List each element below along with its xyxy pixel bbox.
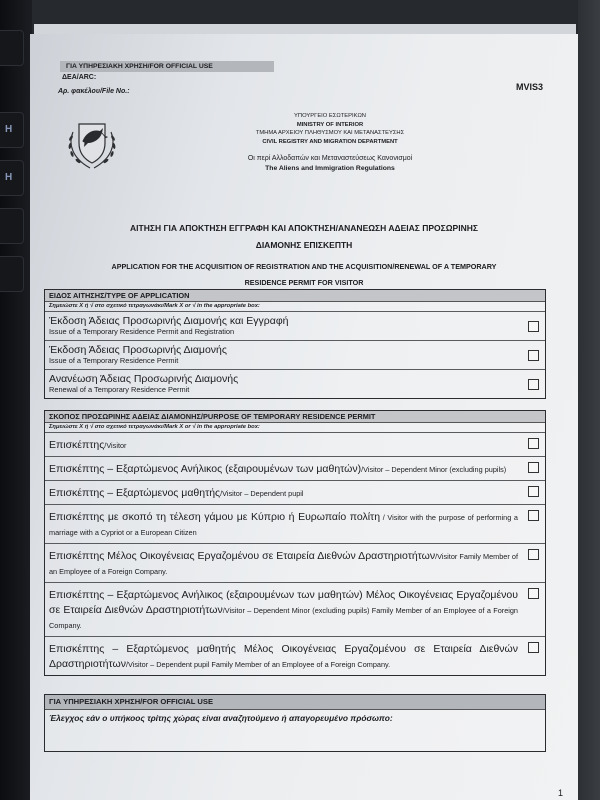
checkbox-dependent-pupil[interactable]	[528, 486, 539, 497]
checkbox-visitor[interactable]	[528, 438, 539, 449]
option-label-en: /Visitor – Dependent Minor (excluding pupils)	[361, 465, 507, 474]
option-label-en: /Visitor Family Member of an Employee of a Foreign Company.	[49, 552, 518, 576]
option-text	[49, 485, 518, 500]
checkbox-issue-permit-and-registration[interactable]	[528, 321, 539, 332]
laptop-keyboard-edge	[0, 0, 32, 800]
ministry-line-en: MINISTRY OF INTERIOR	[296, 121, 364, 128]
option-text	[49, 315, 518, 337]
option-text	[49, 509, 518, 539]
department-line-el: ΤΜΗΜΑ ΑΡΧΕΙΟΥ ΠΛΗΘΥΣΜΟΥ ΚΑΙ ΜΕΤΑΝΑΣΤΕΥΣΗΣ	[255, 130, 405, 137]
form-sections	[44, 289, 546, 752]
option-label-el: Επισκέπτης με σκοπό τη τέλεση γάμου με Κύπριο ή Ευρωπαίο πολίτη	[49, 511, 381, 523]
section-instruction: Σημειώστε Χ ή √ στο σχετικό τετραγωνάκι/Mark X or √ in the appropriate box:	[49, 303, 260, 309]
purpose-option[interactable]	[45, 504, 545, 543]
type-of-application-section	[44, 289, 546, 399]
arc-label: ΔΕΑ/ARC:	[62, 74, 97, 81]
option-label-en: Issue of a Temporary Residence Permit	[49, 356, 179, 365]
option-label-el: Ανανέωση Άδειας Προσωρινής Διαμονής	[49, 373, 239, 385]
application-type-option[interactable]	[45, 311, 545, 340]
checkbox-family-member[interactable]	[528, 549, 539, 560]
purpose-option[interactable]	[45, 456, 545, 480]
option-label-el: Έκδοση Άδειας Προσωρινής Διαμονής και Εγγραφή	[49, 315, 289, 327]
purpose-option[interactable]	[45, 582, 545, 636]
purpose-section	[44, 410, 546, 676]
purpose-option[interactable]	[45, 432, 545, 456]
option-text	[49, 587, 518, 632]
title-en-line: APPLICATION FOR THE ACQUISITION OF REGISTRATION AND THE ACQUISITION/RENEWAL OF A TEMPORARY	[111, 262, 497, 271]
purpose-option[interactable]	[45, 543, 545, 582]
official-use-band: ΓΙΑ ΥΠΗΡΕΣΙΑΚΗ ΧΡΗΣΗ/FOR OFFICIAL USE	[60, 61, 274, 72]
keyboard-key	[0, 208, 24, 244]
option-label-el: Επισκέπτης – Εξαρτώμενος μαθητής	[49, 487, 221, 499]
option-text	[49, 641, 518, 671]
section-header: ΕΙΔΟΣ ΑΙΤΗΣΗΣ/TYPE OF APPLICATION	[45, 290, 545, 302]
keyboard-key	[0, 256, 24, 292]
option-text	[49, 437, 518, 452]
regulations	[195, 154, 465, 174]
title-en-line: RESIDENCE PERMIT FOR VISITOR	[244, 278, 364, 287]
option-label-en: /Visitor – Dependent Minor (excluding pupils) Family Member of an Employee of a Foreign Company.	[49, 606, 518, 630]
option-label-el: Επισκέπτης	[49, 439, 105, 451]
option-label-en: /Visitor – Dependent pupil Family Member of an Employee of a Foreign Company.	[125, 660, 391, 669]
title-el-line: ΔΙΑΜΟΝΗΣ ΕΠΙΣΚΕΠΤΗ	[255, 240, 353, 250]
application-type-option[interactable]	[45, 369, 545, 398]
regulations-line-el: Οι περί Αλλοδαπών και Μεταναστεύσεως Κανονισμοί	[247, 155, 413, 163]
keyboard-key	[0, 112, 24, 148]
checkbox-marriage[interactable]	[528, 510, 539, 521]
option-text	[49, 461, 518, 476]
key-label: H	[5, 124, 13, 135]
option-text	[49, 344, 518, 366]
checkbox-renew-permit[interactable]	[528, 379, 539, 390]
ministry-heading	[195, 112, 465, 174]
option-label-el: Επισκέπτης – Εξαρτώμενος Ανήλικος (εξαιρουμένων των μαθητών) Μέλος Οικογένειας Εργαζομένου σε Εταιρεία Διεθνών Δραστηριοτήτων	[49, 589, 518, 616]
wanted-person-check-label: Έλεγχος εάν ο υπήκοος τρίτης χώρας είναι αναζητούμενο ή απαγορευμένο πρόσωπο:	[49, 713, 393, 723]
option-label-el: Επισκέπτης – Εξαρτώμενος μαθητής Μέλος Οικογένειας Εργαζομένου σε Εταιρεία Διεθνών Δραστηριοτήτων	[49, 643, 518, 670]
checkbox-dependent-minor[interactable]	[528, 462, 539, 473]
official-use-section	[44, 694, 546, 752]
option-label-el: Επισκέπτης – Εξαρτώμενος Ανήλικος (εξαιρουμένων των μαθητών)	[49, 463, 362, 475]
purpose-option[interactable]	[45, 480, 545, 504]
option-label-en: Renewal of a Temporary Residence Permit	[49, 385, 190, 394]
keyboard-key	[0, 160, 24, 196]
department-line-en: CIVIL REGISTRY AND MIGRATION DEPARTMENT	[262, 138, 398, 145]
option-label-el: Έκδοση Άδειας Προσωρινής Διαμονής	[49, 344, 227, 356]
option-label-en: /Visitor	[104, 441, 127, 450]
file-no-label: Αρ. φακέλου/File No.:	[58, 88, 130, 95]
section-header: ΣΚΟΠΟΣ ΠΡΟΣΩΡΙΝΗΣ ΑΔΕΙΑΣ ΔΙΑΜΟΝΗΣ/PURPOSE OF TEMPORARY RESIDENCE PERMIT	[45, 411, 545, 423]
option-label-en: Issue of a Temporary Residence Permit and Registration	[49, 327, 235, 336]
key-label: H	[5, 172, 13, 183]
page-number: 1	[558, 788, 564, 798]
option-text	[49, 373, 518, 395]
checkbox-family-dependent-minor[interactable]	[528, 588, 539, 599]
section-header: ΓΙΑ ΥΠΗΡΕΣΙΑΚΗ ΧΡΗΣΗ/FOR OFFICIAL USE	[45, 695, 545, 710]
checkbox-family-dependent-pupil[interactable]	[528, 642, 539, 653]
checkbox-issue-permit[interactable]	[528, 350, 539, 361]
application-form-page	[30, 34, 578, 800]
application-type-option[interactable]	[45, 340, 545, 369]
coat-of-arms-icon	[62, 116, 122, 174]
form-title-greek	[40, 220, 568, 254]
keyboard-key	[0, 30, 24, 66]
title-el-line: ΑΙΤΗΣΗ ΓΙΑ ΑΠΟΚΤΗΣΗ ΕΓΓΡΑΦΗ ΚΑΙ ΑΠΟΚΤΗΣΗ/ΑΝΑΝΕΩΣΗ ΑΔΕΙΑΣ ΠΡΟΣΩΡΙΝΗΣ	[130, 223, 478, 233]
option-label-en: /Visitor – Dependent pupil	[220, 489, 304, 498]
form-title-english	[40, 259, 568, 291]
option-text	[49, 548, 518, 578]
option-label-en: / Visitor with the purpose of performing a marriage with a Cypriot or a European Citizen	[49, 513, 518, 537]
option-label-el: Επισκέπτης Μέλος Οικογένειας Εργαζομένου σε Εταιρεία Διεθνών Δραστηριοτήτων	[49, 550, 436, 562]
form-code: MVIS3	[516, 82, 544, 92]
purpose-option[interactable]	[45, 636, 545, 675]
desk-surface	[578, 0, 600, 800]
section-instruction: Σημειώστε Χ ή √ στο σχετικό τετραγωνάκι/Mark X or √ in the appropriate box:	[49, 424, 260, 430]
ministry-line-el: ΥΠΟΥΡΓΕΙΟ ΕΣΩΤΕΡΙΚΩΝ	[294, 113, 366, 119]
regulations-line-en: The Aliens and Immigration Regulations	[265, 165, 395, 173]
